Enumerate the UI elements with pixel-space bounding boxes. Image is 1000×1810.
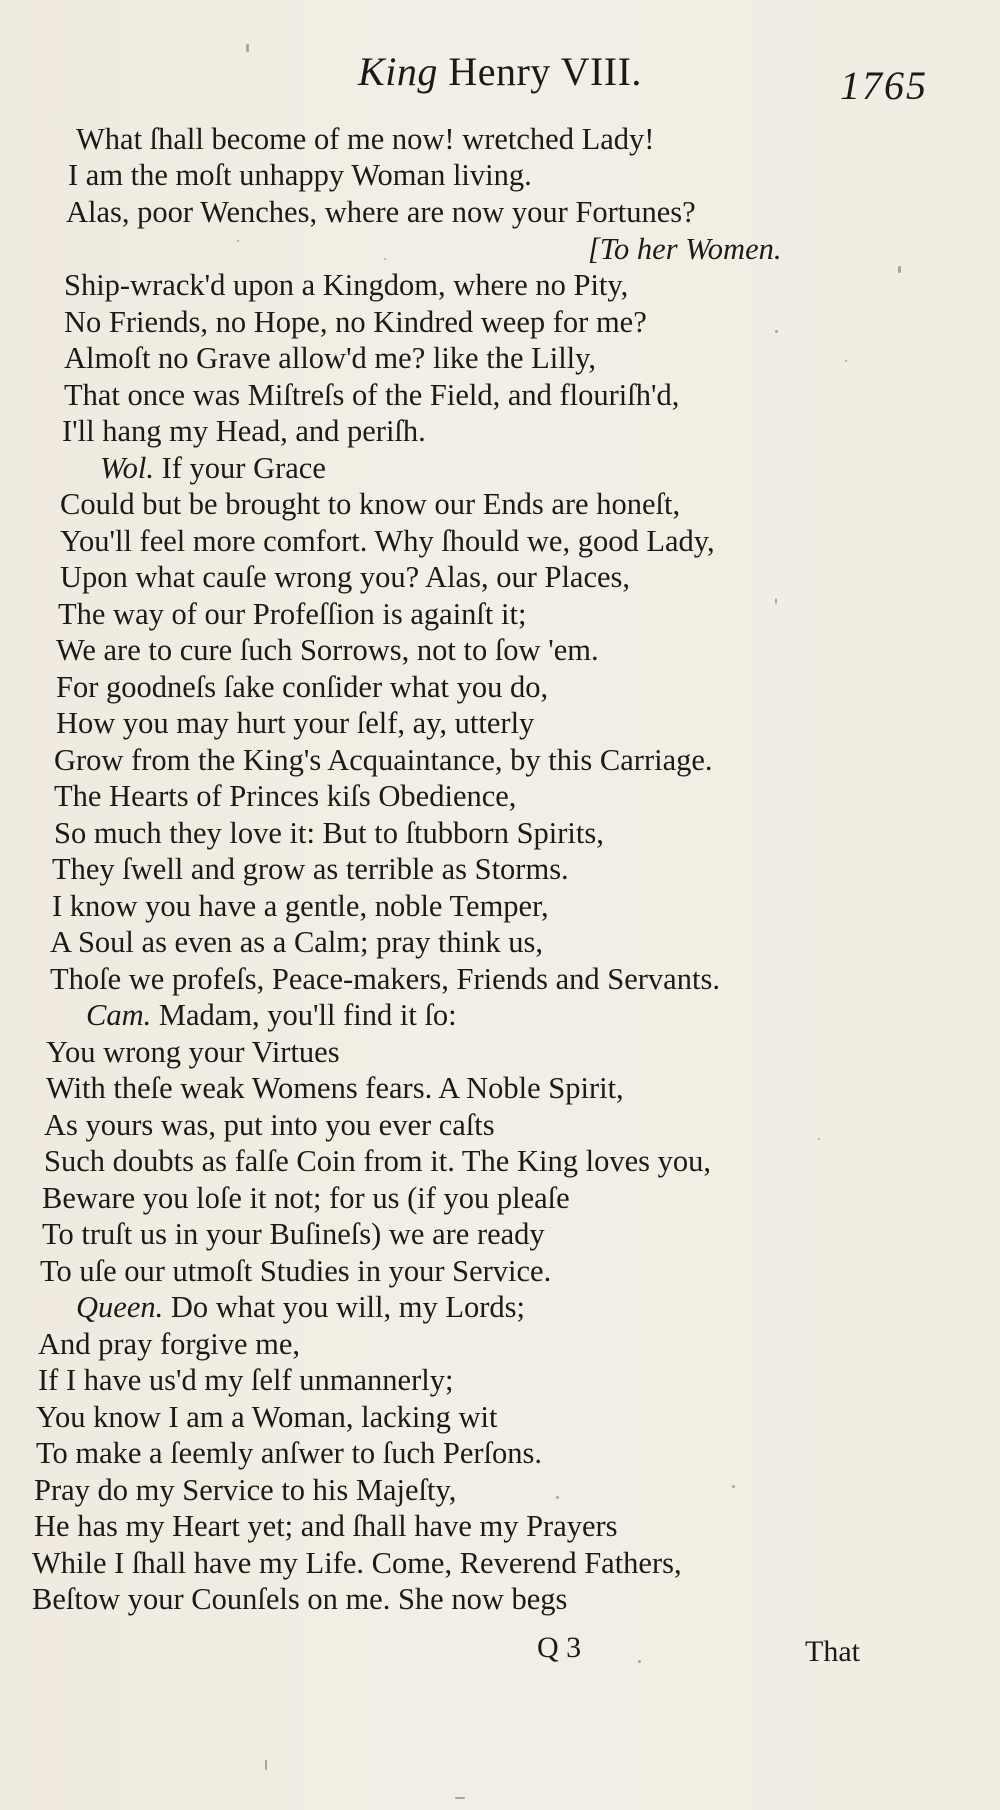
text-line: You'll feel more comfort. Why ſhould we, good Lady, [60, 524, 715, 558]
text-line: You know I am a Woman, lacking wit [36, 1400, 498, 1434]
text-line: Beſtow your Counſels on me. She now begs [32, 1582, 568, 1616]
speaker-name: Wol. [100, 451, 154, 485]
text-line: I am the moſt unhappy Woman living. [68, 158, 532, 192]
text-line: To make a ſeemly anſwer to ſuch Perſons. [36, 1436, 543, 1470]
text-line: I know you have a gentle, noble Temper, [52, 889, 549, 923]
text-line: A Soul as even as a Calm; pray think us, [50, 925, 544, 959]
text-line: Beware you loſe it not; for us (if you pleaſe [42, 1181, 570, 1215]
text-line: How you may hurt your ſelf, ay, utterly [56, 706, 535, 740]
catchword: That [805, 1635, 860, 1668]
text-line: He has my Heart yet; and ſhall have my Prayers [34, 1509, 618, 1543]
text-line: As yours was, put into you ever caſts [44, 1108, 495, 1142]
text-line: Alas, poor Wenches, where are now your Fortunes? [66, 195, 696, 229]
text-line: You wrong your Virtues [46, 1035, 340, 1069]
signature-mark: Q 3 [537, 1631, 582, 1664]
text-line: Such doubts as falſe Coin from it. The King loves you, [44, 1144, 711, 1178]
page-number: 1765 [840, 63, 928, 108]
text-line: With theſe weak Womens fears. A Noble Spirit, [46, 1071, 624, 1105]
speech-line: Queen. Do what you will, my Lords; [76, 1290, 525, 1324]
text-line: What ſhall become of me now! wretched Lady! [76, 122, 655, 156]
text-line: For goodneſs ſake conſider what you do, [56, 670, 549, 704]
speech-line: Cam. Madam, you'll find it ſo: [86, 998, 457, 1032]
text-line: Grow from the King's Acquaintance, by this Carriage. [54, 743, 713, 777]
text-line: Pray do my Service to his Majeſty, [34, 1473, 457, 1507]
text-line: Almoſt no Grave allow'd me? like the Lilly, [64, 341, 597, 375]
speech-line: Wol. If your Grace [100, 451, 326, 485]
speaker-name: Cam. [86, 998, 152, 1032]
text-line: Could but be brought to know our Ends are honeſt, [60, 487, 681, 521]
stage-direction: [To her Women. [588, 232, 782, 266]
text-line: So much they love it: But to ſtubborn Spirits, [54, 816, 604, 850]
running-title-rest: Henry VIII. [448, 49, 642, 94]
text-line: While I ſhall have my Life. Come, Reverend Fathers, [32, 1546, 682, 1580]
text-line: We are to cure ſuch Sorrows, not to ſow 'em. [56, 633, 599, 667]
text-line: I'll hang my Head, and periſh. [62, 414, 426, 448]
text-line: If I have us'd my ſelf unmannerly; [38, 1363, 454, 1397]
text-line: To uſe our utmoſt Studies in your Service. [40, 1254, 552, 1288]
text-line: And pray forgive me, [38, 1327, 301, 1361]
text-line: The Hearts of Princes kiſs Obedience, [54, 779, 517, 813]
text-line: No Friends, no Hope, no Kindred weep for me? [64, 305, 647, 339]
text-line: Upon what cauſe wrong you? Alas, our Places, [60, 560, 631, 594]
text-line: Ship-wrack'd upon a Kingdom, where no Pity, [64, 268, 629, 302]
running-title-italic: King [358, 49, 438, 94]
text-line: The way of our Profeſſion is againſt it; [58, 597, 527, 631]
text-line: They ſwell and grow as terrible as Storms. [52, 852, 569, 886]
speaker-name: Queen. [76, 1290, 164, 1324]
text-line: That once was Miſtreſs of the Field, and flouriſh'd, [64, 378, 680, 412]
text-line: Thoſe we profeſs, Peace-makers, Friends and Servants. [50, 962, 720, 996]
text-line: To truſt us in your Buſineſs) we are ready [42, 1217, 545, 1251]
